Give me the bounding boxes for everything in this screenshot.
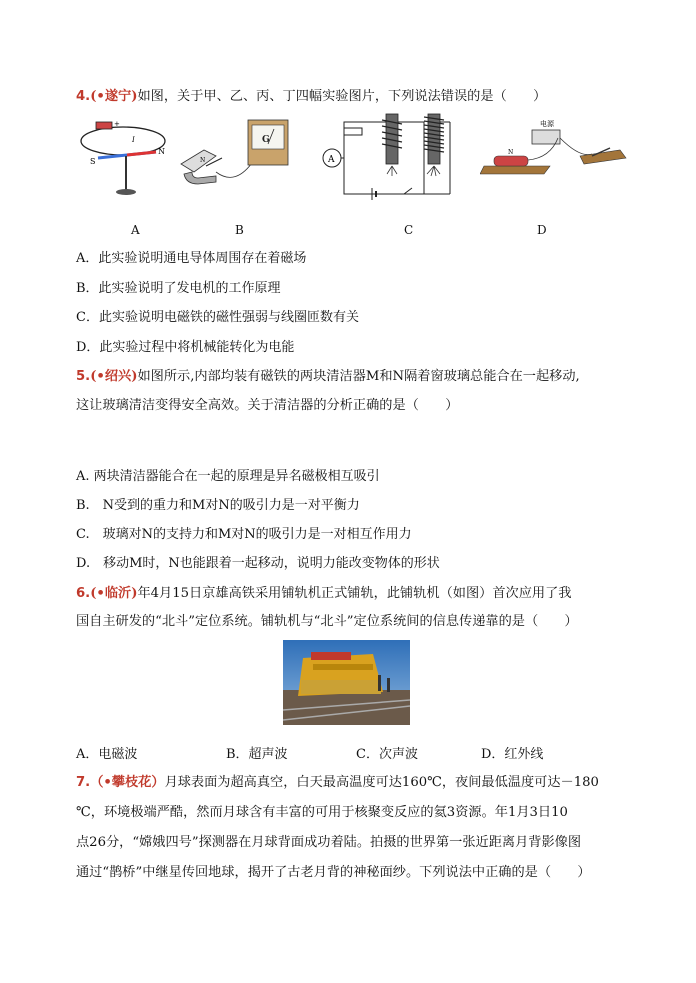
q4-option-d: D．此实验过程中将机械能转化为电能 bbox=[76, 340, 295, 355]
figure-d-solenoid bbox=[480, 118, 630, 188]
question-text: 如图所示,内部均装有磁铁的两块清洁器M和N隔着窗玻璃总能合在一起移动, bbox=[137, 369, 580, 384]
figure-label-b: B bbox=[235, 223, 244, 237]
figure-label-d: D bbox=[537, 223, 547, 237]
q5-option-b: B. N受到的重力和M对N的吸引力是一对平衡力 bbox=[76, 498, 360, 513]
question-text: 月球表面为超高真空，白天最高温度可达160℃，夜间最低温度可达－180 bbox=[164, 775, 599, 790]
question-6-stem-2: 国自主研发的“北斗”定位系统。铺轨机与“北斗”定位系统间的信息传递靠的是（ ） bbox=[76, 614, 578, 629]
q6-option-a: A．电磁波 bbox=[76, 747, 138, 762]
label-i: I bbox=[132, 136, 135, 144]
q4-option-c: C．此实验说明电磁铁的磁性强弱与线圈匝数有关 bbox=[76, 310, 359, 325]
q5-option-c: C. 玻璃对N的支持力和M对N的吸引力是一对相互作用力 bbox=[76, 527, 412, 542]
question-4-stem bbox=[76, 87, 636, 107]
question-7-stem bbox=[76, 773, 636, 793]
question-number: 4. bbox=[76, 89, 91, 104]
q4-option-b: B．此实验说明了发电机的工作原理 bbox=[76, 281, 281, 296]
figure-b-generator bbox=[176, 112, 291, 202]
question-text: 年4月15日京雄高铁采用铺轨机正式铺轨，此铺轨机（如图）首次应用了我 bbox=[137, 586, 572, 601]
question-text: 如图，关于甲、乙、丙、丁四幅实验图片，下列说法错误的是（ ） bbox=[137, 89, 547, 104]
question-number: 6. bbox=[76, 586, 91, 601]
question-source: (•遂宁) bbox=[90, 89, 138, 104]
svg-text:G: G bbox=[262, 135, 270, 145]
question-source: (•绍兴) bbox=[90, 369, 138, 384]
q6-option-c: C．次声波 bbox=[356, 747, 418, 762]
label-n-b: N bbox=[200, 157, 206, 164]
power-label: 电源 bbox=[540, 120, 554, 128]
q6-option-b: B．超声波 bbox=[226, 747, 288, 762]
q5-option-a: A. 两块清洁器能合在一起的原理是异名磁极相互吸引 bbox=[76, 469, 380, 484]
label-s: S bbox=[90, 157, 96, 166]
svg-text:+: + bbox=[114, 120, 120, 128]
question-7-stem-3: 点26分，“嫦娥四号”探测器在月球背面成功着陆。拍摄的世界第一张近距离月背影像图 bbox=[76, 835, 582, 850]
figure-a-oersted bbox=[78, 116, 178, 198]
question-number: 5. bbox=[76, 369, 91, 384]
q5-option-d: D. 移动M时，N也能跟着一起移动，说明力能改变物体的形状 bbox=[76, 556, 440, 571]
question-6-stem bbox=[76, 584, 636, 604]
question-number: 7. bbox=[76, 775, 91, 790]
question-source: （•攀枝花） bbox=[90, 775, 165, 790]
label-n: N bbox=[158, 147, 165, 156]
question-source: (•临沂) bbox=[90, 586, 138, 601]
figure-label-c: C bbox=[404, 223, 414, 237]
track-laying-machine-photo bbox=[283, 640, 410, 725]
svg-text:N: N bbox=[508, 149, 514, 156]
question-5-stem bbox=[76, 367, 636, 387]
figure-c-electromagnet bbox=[320, 108, 460, 204]
question-5-stem-2: 这让玻璃清洁变得安全高效。关于清洁器的分析正确的是（ ） bbox=[76, 398, 459, 413]
question-7-stem-4: 通过“鹊桥”中继星传回地球，揭开了古老月背的神秘面纱。下列说法中正确的是（ ） bbox=[76, 865, 591, 880]
q6-option-d: D．红外线 bbox=[481, 747, 544, 762]
figure-label-a: A bbox=[131, 223, 140, 237]
q4-option-a: A．此实验说明通电导体周围存在着磁场 bbox=[76, 251, 307, 266]
question-7-stem-2: ℃，环境极端严酷，然而月球含有丰富的可用于核聚变反应的氦3资源。年1月3日10 bbox=[76, 805, 568, 820]
ammeter-label: A bbox=[328, 155, 335, 165]
